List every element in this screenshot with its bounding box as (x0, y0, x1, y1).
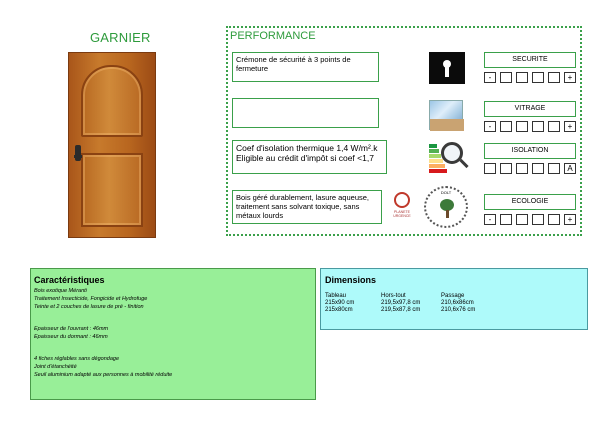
rating-cell (500, 163, 512, 174)
characteristic-line: Epaisseur du dormant : 46mm (34, 334, 108, 340)
rating-cell: + (564, 214, 576, 225)
eco-label-seal: DOLT (424, 186, 468, 228)
insulation-text: Coef d'isolation thermique 1,4 W/m².k Eligible au crédit d'impôt si coef <1,7 (232, 140, 387, 174)
rating-cell (500, 121, 512, 132)
rating-cell: A (564, 163, 576, 174)
characteristics-heading: Caractéristiques (34, 275, 105, 285)
dimensions-cell: 219,5x87,8 cm (381, 307, 421, 313)
rating-cell (516, 121, 528, 132)
rating-label: ECOLOGIE (484, 194, 576, 210)
rating-vitrage (484, 101, 576, 132)
rating-label: SECURITE (484, 52, 576, 68)
door-top-panel (81, 65, 143, 137)
dimensions-row (325, 307, 475, 314)
rating-cell (500, 214, 512, 225)
rating-cell: - (484, 72, 496, 83)
dimensions-table (325, 293, 475, 314)
rating-cell (516, 214, 528, 225)
rating-cell (548, 163, 560, 174)
dimensions-cell: Hors-tout (381, 293, 406, 299)
dimensions-heading: Dimensions (325, 275, 377, 285)
rating-cell: + (564, 121, 576, 132)
characteristic-line: 4 fiches réglables sans dégondage (34, 356, 120, 362)
rating-cell (532, 214, 544, 225)
dimensions-cell: 219,5x97,8 cm (381, 300, 421, 306)
security-text: Crémone de sécurité à 3 points de fermeture (232, 52, 379, 82)
rating-cell (548, 121, 560, 132)
product-title: GARNIER (90, 30, 151, 45)
dimensions-cell: 215x90 cm (325, 300, 355, 306)
dimensions-box (320, 268, 588, 330)
dimensions-row (325, 300, 475, 307)
characteristic-line: Epaisseur de l'ouvrant : 46mm (34, 326, 109, 332)
rating-cell (516, 72, 528, 83)
rating-cell: + (564, 72, 576, 83)
characteristics-list (34, 287, 312, 379)
dimensions-cell: Tableau (325, 293, 347, 299)
door-bottom-panel (81, 153, 143, 227)
rating-cell: - (484, 214, 496, 225)
rating-cell (484, 163, 496, 174)
rating-cell (548, 72, 560, 83)
rating-cell: - (484, 121, 496, 132)
rating-cell (532, 121, 544, 132)
dimensions-cell: 215x80cm (325, 307, 353, 313)
characteristic-line: Joint d'étanchéité (34, 364, 77, 370)
rating-cell (516, 163, 528, 174)
glazing-text (232, 98, 379, 128)
rating-label: VITRAGE (484, 101, 576, 117)
characteristic-line: Teinte et 2 couches de lasure de pré - finition (34, 304, 144, 310)
glazing-icon (429, 100, 463, 130)
characteristic-line: Seuil aluminium adapté aux personnes à mobilité réduite (34, 372, 173, 378)
characteristic-line: Bois exotique Méranti (34, 288, 87, 294)
energy-label-icon (429, 140, 469, 172)
rating-cell (532, 163, 544, 174)
rating-securite (484, 52, 576, 83)
dimensions-cell: 210,6x76 cm (441, 307, 476, 313)
rating-isolation (484, 143, 576, 174)
dimensions-cell: Passage (441, 293, 465, 299)
dimensions-cell: 210,6x86cm (441, 300, 474, 306)
rating-cell (548, 214, 560, 225)
planete-urgence-logo: PLANETE URGENCE (388, 190, 416, 224)
keyhole-icon (429, 52, 465, 84)
door-image (68, 52, 156, 238)
rating-label: ISOLATION (484, 143, 576, 159)
rating-cell (500, 72, 512, 83)
door-handle (75, 145, 81, 161)
dimensions-header-row (325, 293, 475, 300)
characteristic-line: Traitement Insecticide, Fongicide et Hydrofuge (34, 296, 148, 302)
rating-cell (532, 72, 544, 83)
characteristics-box (30, 268, 316, 400)
rating-ecologie (484, 194, 576, 225)
ecology-text: Bois géré durablement, lasure aqueuse, traitement sans solvant toxique, sans métaux lourds (232, 190, 382, 224)
performance-heading: PERFORMANCE (230, 30, 316, 42)
